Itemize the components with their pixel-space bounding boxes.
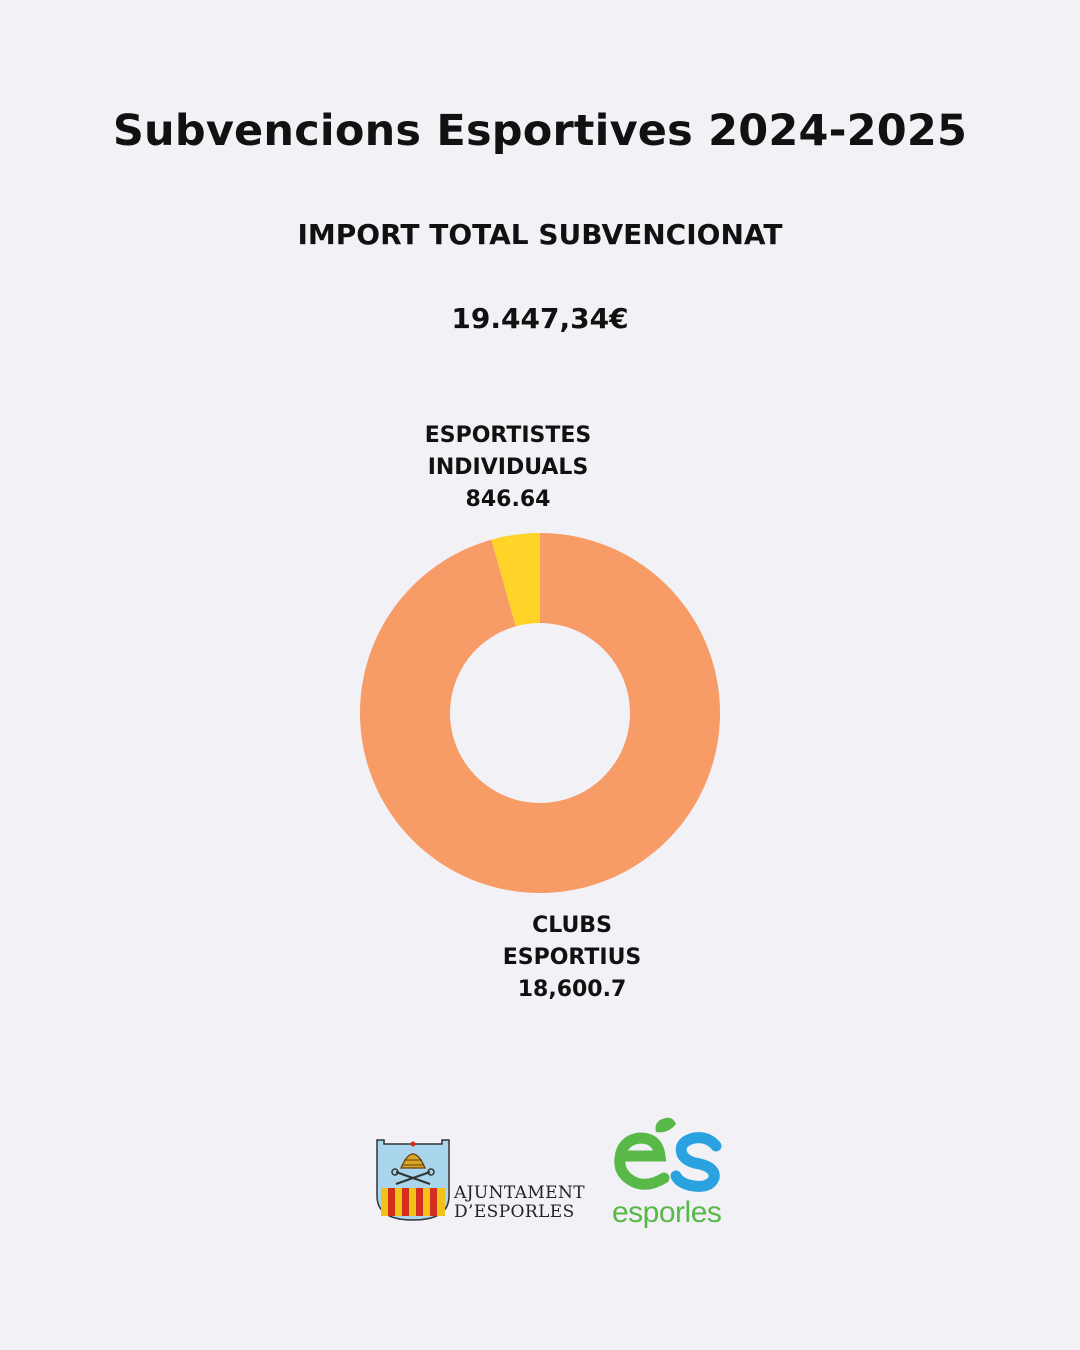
slice-label-line: INDIVIDUALS — [427, 455, 589, 480]
slice-label-line: CLUBS — [532, 913, 612, 938]
donut-slice-1 — [360, 533, 720, 893]
esporles-logo-icon — [612, 1116, 724, 1200]
page-title: Subvencions Esportives 2024-2025 — [112, 106, 968, 156]
slice-value-label: 846.64 — [465, 487, 551, 512]
ajuntament-line: AJUNTAMENT — [454, 1183, 586, 1203]
ajuntament-line: D’ESPORLES — [454, 1202, 575, 1222]
footer-logos — [0, 1110, 1080, 1240]
ajuntament-wordmark — [454, 1184, 585, 1222]
slice-label-line: ESPORTISTES — [424, 423, 592, 448]
slice-label-individuals — [398, 420, 618, 516]
slice-value-label: 18,600.7 — [517, 977, 627, 1002]
slice-label-clubs — [462, 910, 682, 1006]
donut-chart — [360, 523, 720, 903]
slice-label-line: ESPORTIUS — [502, 945, 642, 970]
total-amount: 19.447,34€ — [451, 302, 629, 335]
coat-of-arms-icon — [374, 1136, 452, 1222]
esporles-wordmark: esporles — [612, 1196, 722, 1229]
total-heading: IMPORT TOTAL SUBVENCIONAT — [297, 218, 783, 251]
